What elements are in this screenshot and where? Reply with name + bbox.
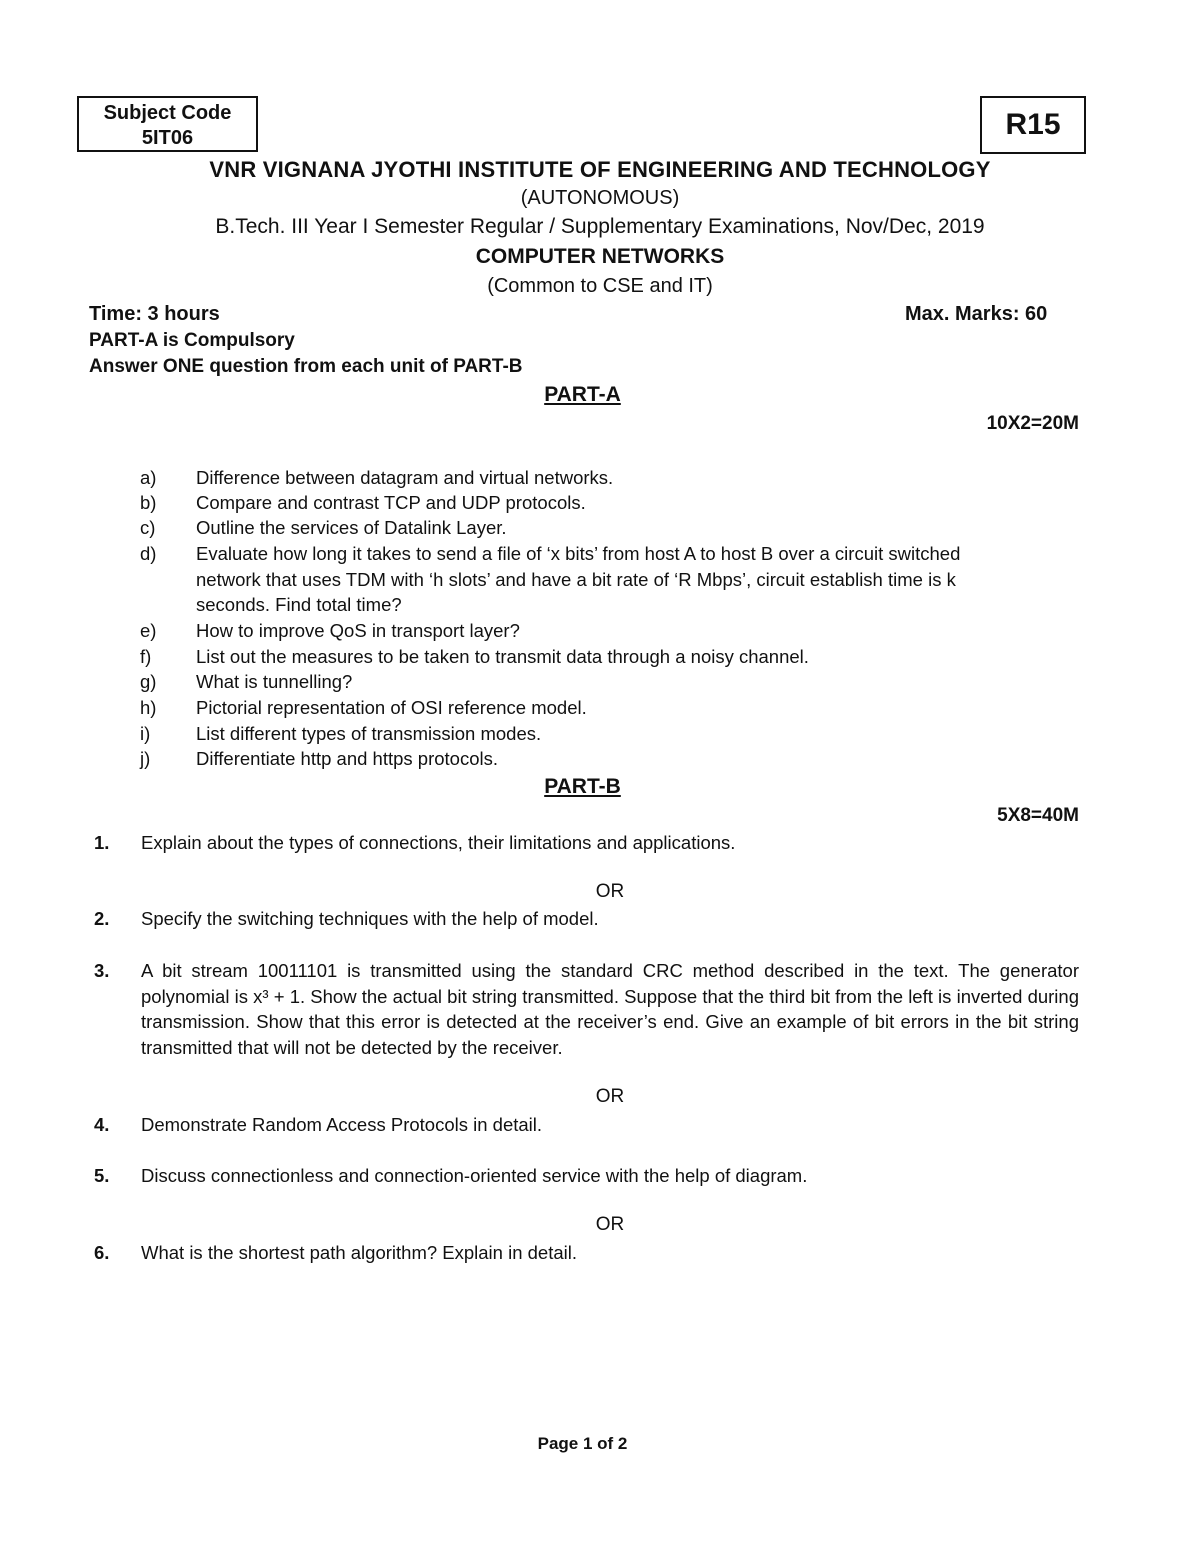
question-label: h) <box>140 697 157 718</box>
question-label: b) <box>140 492 157 513</box>
part-a-question <box>140 721 1000 747</box>
question-text: List different types of transmission modes. <box>196 723 542 744</box>
question-text: Demonstrate Random Access Protocols in detail. <box>141 1114 543 1135</box>
or-separator: OR <box>595 1086 625 1107</box>
part-b-question <box>94 1112 1079 1138</box>
question-text: What is tunnelling? <box>196 671 353 692</box>
subject-code-box <box>77 96 258 152</box>
question-text: A bit stream 10011101 is transmitted using the standard CRC method described in the text. The generator polynomial is x³ + 1. Show the actual bit string transmitted. Suppose that the third bit from the left is inverted during transmission. Show that this error is detected at the receiver’s end. Give an example of bit errors in the bit string transmitted that will not be detected by the receiver. <box>141 960 1079 1058</box>
question-label: i) <box>140 723 151 744</box>
question-label: d) <box>140 543 157 564</box>
part-b-heading: PART-B <box>544 775 621 798</box>
question-text: Compare and contrast TCP and UDP protocols. <box>196 492 586 513</box>
exam-time: Time: 3 hours <box>89 303 220 325</box>
max-marks: Max. Marks: 60 <box>905 303 1048 325</box>
part-b-question <box>94 830 1079 856</box>
part-a-question <box>140 541 1000 618</box>
question-text: Explain about the types of connections, their limitations and applications. <box>141 832 736 853</box>
question-label: a) <box>140 467 157 488</box>
question-text: How to improve QoS in transport layer? <box>196 620 520 641</box>
regulation-box: R15 <box>980 96 1086 154</box>
common-label: (Common to CSE and IT) <box>487 275 713 297</box>
question-number: 5. <box>94 1165 110 1186</box>
part-a-question <box>140 746 1000 772</box>
question-number: 4. <box>94 1114 110 1135</box>
part-b-question <box>94 958 1079 1060</box>
question-number: 6. <box>94 1242 110 1263</box>
subject-title: COMPUTER NETWORKS <box>475 245 725 268</box>
part-b-question <box>94 906 1079 932</box>
question-number: 3. <box>94 960 110 981</box>
question-label: e) <box>140 620 157 641</box>
part-a-question <box>140 490 1000 516</box>
question-text: Difference between datagram and virtual networks. <box>196 467 614 488</box>
question-text: What is the shortest path algorithm? Explain in detail. <box>141 1242 578 1263</box>
instruction-compulsory: PART-A is Compulsory <box>89 330 295 351</box>
subject-code-label: Subject Code <box>103 102 232 124</box>
part-b-question <box>94 1240 1079 1266</box>
question-number: 2. <box>94 908 110 929</box>
question-label: f) <box>140 646 152 667</box>
question-text: Pictorial representation of OSI reference model. <box>196 697 587 718</box>
question-label: g) <box>140 671 157 692</box>
question-text: List out the measures to be taken to transmit data through a noisy channel. <box>196 646 809 667</box>
exam-title: B.Tech. III Year I Semester Regular / Supplementary Examinations, Nov/Dec, 2019 <box>215 215 985 238</box>
or-separator: OR <box>595 881 625 902</box>
subject-code-value: 5IT06 <box>141 127 194 149</box>
part-a-question <box>140 618 1000 644</box>
part-a-question <box>140 669 1000 695</box>
question-text: Discuss connectionless and connection-oriented service with the help of diagram. <box>141 1165 808 1186</box>
part-a-question <box>140 695 1000 721</box>
or-separator: OR <box>595 1214 625 1235</box>
part-a-question <box>140 515 1000 541</box>
question-text: Specify the switching techniques with the help of model. <box>141 908 599 929</box>
question-label: j) <box>140 748 151 769</box>
question-text: Differentiate http and https protocols. <box>196 748 499 769</box>
part-a-heading: PART-A <box>544 383 621 406</box>
institute-name: VNR VIGNANA JYOTHI INSTITUTE OF ENGINEERING AND TECHNOLOGY <box>209 157 991 182</box>
part-b-marks: 5X8=40M <box>997 805 1079 826</box>
part-a-marks: 10X2=20M <box>986 413 1079 434</box>
question-text: Evaluate how long it takes to send a file of ‘x bits’ from host A to host B over a circuit switched network that uses TDM with ‘h slots’ and have a bit rate of ‘R Mbps’, circuit establish time is k seconds. Find total time? <box>196 543 961 615</box>
page-number: Page 1 of 2 <box>537 1434 628 1453</box>
question-number: 1. <box>94 832 110 853</box>
part-a-question <box>140 644 1000 670</box>
part-a-question <box>140 465 1000 491</box>
instruction-answer-one: Answer ONE question from each unit of PART-B <box>89 356 523 377</box>
question-label: c) <box>140 517 156 538</box>
autonomous-label: (AUTONOMOUS) <box>520 187 680 209</box>
part-b-question <box>94 1163 1079 1189</box>
question-text: Outline the services of Datalink Layer. <box>196 517 507 538</box>
